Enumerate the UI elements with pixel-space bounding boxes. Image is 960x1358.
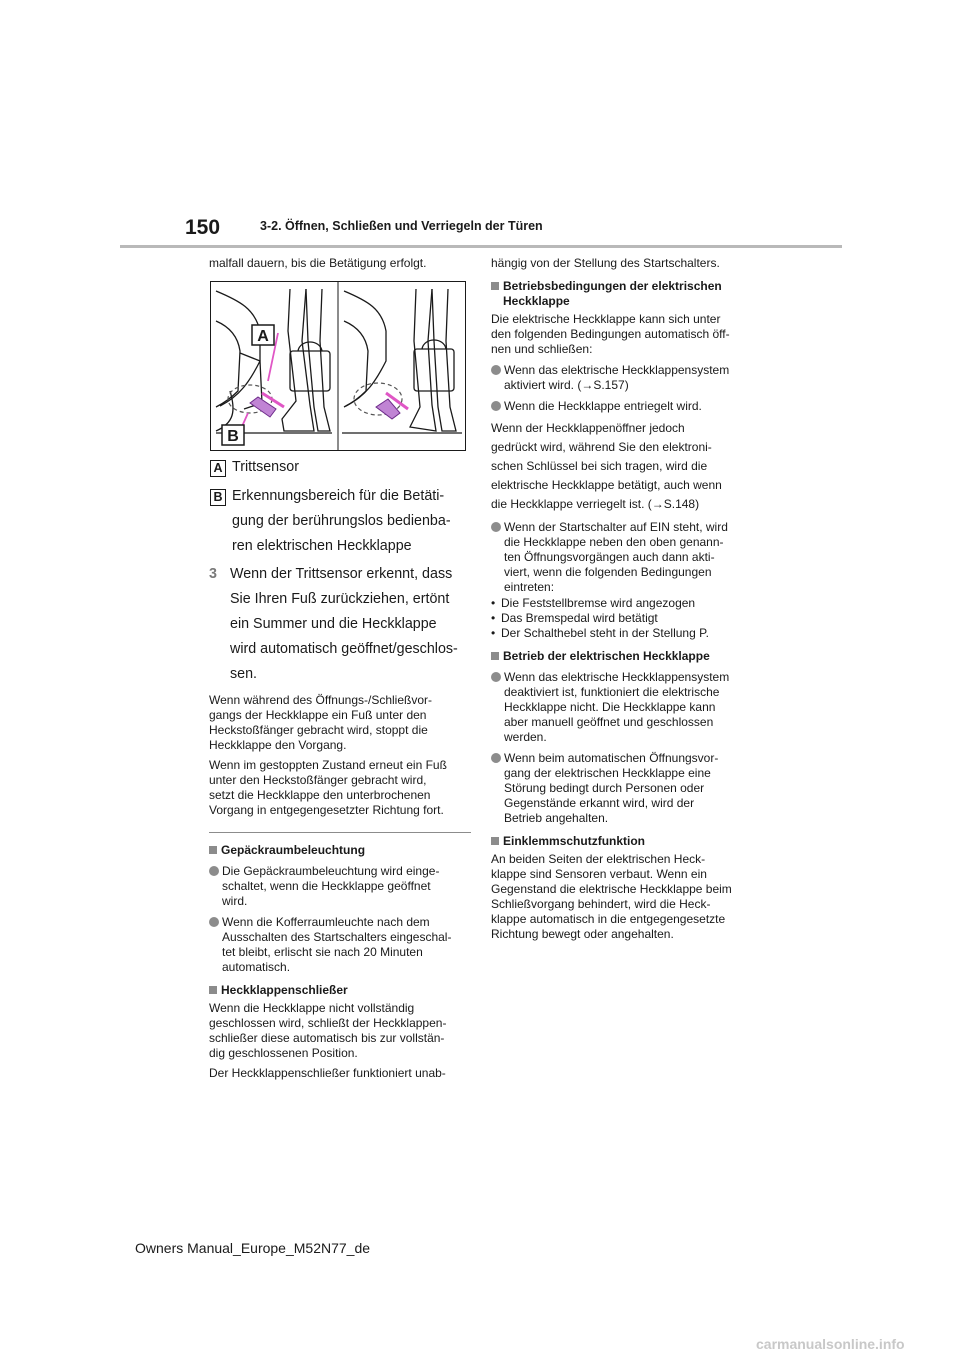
paragraph-line: die Heckklappe verriegelt ist. (→S.148) <box>491 497 700 511</box>
bullet-line: Die Gepäckraumbeleuchtung wird einge- <box>222 864 440 878</box>
paragraph-line: elektrische Heckklappe betätigt, auch wenn <box>491 478 722 492</box>
condition-text: Die Feststellbremse wird angezogen <box>501 596 696 610</box>
heading-einklemmschutz <box>491 834 753 849</box>
legend-key-b: B <box>210 489 226 506</box>
bullet-item <box>491 399 753 414</box>
note-line: Wenn während des Öffnungs-/Schließvor- <box>209 693 433 707</box>
bullet-item <box>491 520 753 595</box>
condition-item <box>491 626 753 641</box>
square-bullet-icon <box>209 846 217 854</box>
legend-a-text: Trittsensor <box>232 459 299 475</box>
heading-text: Gepäckraumbeleuchtung <box>221 843 366 857</box>
condition-text: Der Schalthebel steht in der Stellung P. <box>501 626 709 640</box>
paragraph-line: Gegenstand die elektrische Heckklappe beim <box>491 882 732 896</box>
bullet-line: wird. <box>222 894 248 908</box>
left-column <box>209 256 471 1086</box>
bullet-line: Heckklappe nicht. Die Heckklappe kann <box>504 700 716 714</box>
paragraph-line: gedrückt wird, während Sie den elektroni- <box>491 440 712 454</box>
paragraph-line: Die elektrische Heckklappe kann sich unter <box>491 312 721 326</box>
dash-bullet-icon: • <box>491 626 496 640</box>
legend-b <box>209 484 471 559</box>
square-bullet-icon <box>491 652 499 660</box>
heading-betriebsbedingungen <box>491 279 753 309</box>
note-line: Heckstoßfänger gebracht wird, stoppt die <box>209 723 428 737</box>
bullet-line: werden. <box>504 730 547 744</box>
paragraph-line: dig geschlossenen Position. <box>209 1046 358 1060</box>
condition-item <box>491 611 753 626</box>
bullet-line: Betrieb angehalten. <box>504 811 609 825</box>
paragraph-line: schen Schlüssel bei sich tragen, wird die <box>491 459 708 473</box>
bullet-line: eintreten: <box>504 580 555 594</box>
paragraph-line: klappe sind Sensoren verbaut. Wenn ein <box>491 867 707 881</box>
bullet-line: automatisch. <box>222 960 291 974</box>
intro-text: malfall dauern, bis die Betätigung erfolgt. <box>209 256 427 270</box>
section-divider <box>209 832 471 833</box>
bullet-item <box>491 670 753 745</box>
bullet-line: aktiviert wird. (→S.157) <box>504 378 629 392</box>
header-rule <box>120 245 842 248</box>
condition-text: Das Bremspedal wird betätigt <box>501 611 658 625</box>
figure-label-a: A <box>257 328 269 345</box>
legend-a <box>209 455 471 480</box>
dash-bullet-icon: • <box>491 611 496 625</box>
kick-sensor-illustration <box>210 281 466 451</box>
heading-text: Heckklappe <box>503 294 570 308</box>
paragraph <box>491 312 753 357</box>
paragraph-line: Richtung bewegt oder angehalten. <box>491 927 674 941</box>
bullet-line: tet bleibt, erlischt sie nach 20 Minuten <box>222 945 423 959</box>
note-line: Wenn im gestoppten Zustand erneut ein Fuß <box>209 758 447 772</box>
circle-bullet-icon <box>491 753 501 763</box>
step-line: Sie Ihren Fuß zurückziehen, ertönt <box>230 591 450 607</box>
heading-text: Betriebsbedingungen der elektrischen <box>503 279 722 293</box>
heading-text: Betrieb der elektrischen Heckklappe <box>503 649 710 663</box>
circle-bullet-icon <box>491 522 501 532</box>
heading-text: Heckklappenschließer <box>221 983 348 997</box>
heading-gepaeckraumbeleuchtung <box>209 843 471 858</box>
paragraph-line: Wenn die Heckklappe nicht vollständig <box>209 1001 415 1015</box>
heading-text: Einklemmschutzfunktion <box>503 834 646 848</box>
bullet-line: Wenn die Heckklappe entriegelt wird. <box>504 399 702 413</box>
paragraph-line: geschlossen wird, schließt der Heckklappen- <box>209 1016 447 1030</box>
bullet-line: Wenn der Startschalter auf EIN steht, wird <box>504 520 728 534</box>
note-line: unter den Heckstoßfänger gebracht wird, <box>209 773 427 787</box>
bullet-line: Wenn die Kofferraumleuchte nach dem <box>222 915 430 929</box>
legend-key-a: A <box>210 460 226 477</box>
note-paragraph <box>209 693 471 753</box>
bullet-item <box>491 363 753 393</box>
square-bullet-icon <box>491 837 499 845</box>
paragraph-line: Schließvorgang behindert, wird die Heck- <box>491 897 711 911</box>
bullet-line: gang der elektrischen Heckklappe eine <box>504 766 711 780</box>
watermark: carmanualsonline.info <box>756 1336 905 1352</box>
paragraph-line: nen und schließen: <box>491 342 593 356</box>
page-number: 150 <box>185 216 221 239</box>
circle-bullet-icon <box>491 672 501 682</box>
circle-bullet-icon <box>209 917 219 927</box>
circle-bullet-icon <box>209 866 219 876</box>
circle-bullet-icon <box>491 401 501 411</box>
legend-b-line: Erkennungsbereich für die Betäti- <box>232 488 445 504</box>
legend-b-line: ren elektrischen Heckklappe <box>232 538 412 554</box>
paragraph-line: An beiden Seiten der elektrischen Heck- <box>491 852 706 866</box>
step-3 <box>209 562 471 687</box>
bullet-line: Wenn das elektrische Heckklappensystem <box>504 670 730 684</box>
footer-doc-id: Owners Manual_Europe_M52N77_de <box>135 1240 371 1256</box>
step-line: wird automatisch geöffnet/geschlos- <box>230 641 458 657</box>
step-line: Wenn der Trittsensor erkennt, dass <box>230 566 453 582</box>
condition-list <box>491 596 753 641</box>
note-line: gangs der Heckklappe ein Fuß unter den <box>209 708 427 722</box>
heading-betrieb <box>491 649 753 664</box>
paragraph-line: klappe automatisch in die entgegengesetzte <box>491 912 726 926</box>
right-column <box>491 256 753 947</box>
bullet-line: schaltet, wenn die Heckklappe geöffnet <box>222 879 431 893</box>
paragraph-line: schließer diese automatisch bis zur vollstän- <box>209 1031 445 1045</box>
bullet-line: Wenn das elektrische Heckklappensystem <box>504 363 730 377</box>
paragraph-line: den folgenden Bedingungen automatisch öff- <box>491 327 730 341</box>
paragraph <box>491 852 753 942</box>
bullet-line: aber manuell geöffnet und geschlossen <box>504 715 714 729</box>
figure-label-b: B <box>227 428 239 445</box>
circle-bullet-icon <box>491 365 501 375</box>
note-line: Vorgang in entgegengesetzter Richtung fort. <box>209 803 444 817</box>
step-line: sen. <box>230 666 258 682</box>
continued-text: hängig von der Stellung des Startschalters. <box>491 256 720 270</box>
step-line: ein Summer und die Heckklappe <box>230 616 437 632</box>
bullet-line: Störung bedingt durch Personen oder <box>504 781 705 795</box>
paragraph-line: Wenn der Heckklappenöffner jedoch <box>491 421 685 435</box>
square-bullet-icon <box>491 282 499 290</box>
dash-bullet-icon: • <box>491 596 496 610</box>
square-bullet-icon <box>209 986 217 994</box>
paragraph <box>491 419 753 514</box>
heading-heckklappenschliesser <box>209 983 471 998</box>
bullet-line: Gegenstände erkannt wird, wird der <box>504 796 695 810</box>
bullet-line: Wenn beim automatischen Öffnungsvor- <box>504 751 719 765</box>
bullet-line: deaktiviert ist, funktioniert die elektrische <box>504 685 720 699</box>
paragraph: Der Heckklappenschließer funktioniert unab- <box>209 1066 446 1080</box>
bullet-line: die Heckklappe neben den oben genann- <box>504 535 724 549</box>
bullet-item <box>209 864 471 909</box>
bullet-line: viert, wenn die folgenden Bedingungen <box>504 565 712 579</box>
note-line: Heckklappe den Vorgang. <box>209 738 347 752</box>
bullet-line: Ausschalten des Startschalters eingeschal- <box>222 930 452 944</box>
step-number: 3 <box>209 566 217 582</box>
section-title: 3-2. Öffnen, Schließen und Verriegeln der Türen <box>260 219 543 233</box>
bullet-line: ten Öffnungsvorgängen auch dann akti- <box>504 550 715 564</box>
bullet-item <box>209 915 471 975</box>
paragraph <box>209 1001 471 1061</box>
condition-item <box>491 596 753 611</box>
note-line: setzt die Heckklappe den unterbrochenen <box>209 788 431 802</box>
bullet-item <box>491 751 753 826</box>
note-paragraph <box>209 758 471 818</box>
legend-b-line: gung der berührungslos bedienba- <box>232 513 451 529</box>
